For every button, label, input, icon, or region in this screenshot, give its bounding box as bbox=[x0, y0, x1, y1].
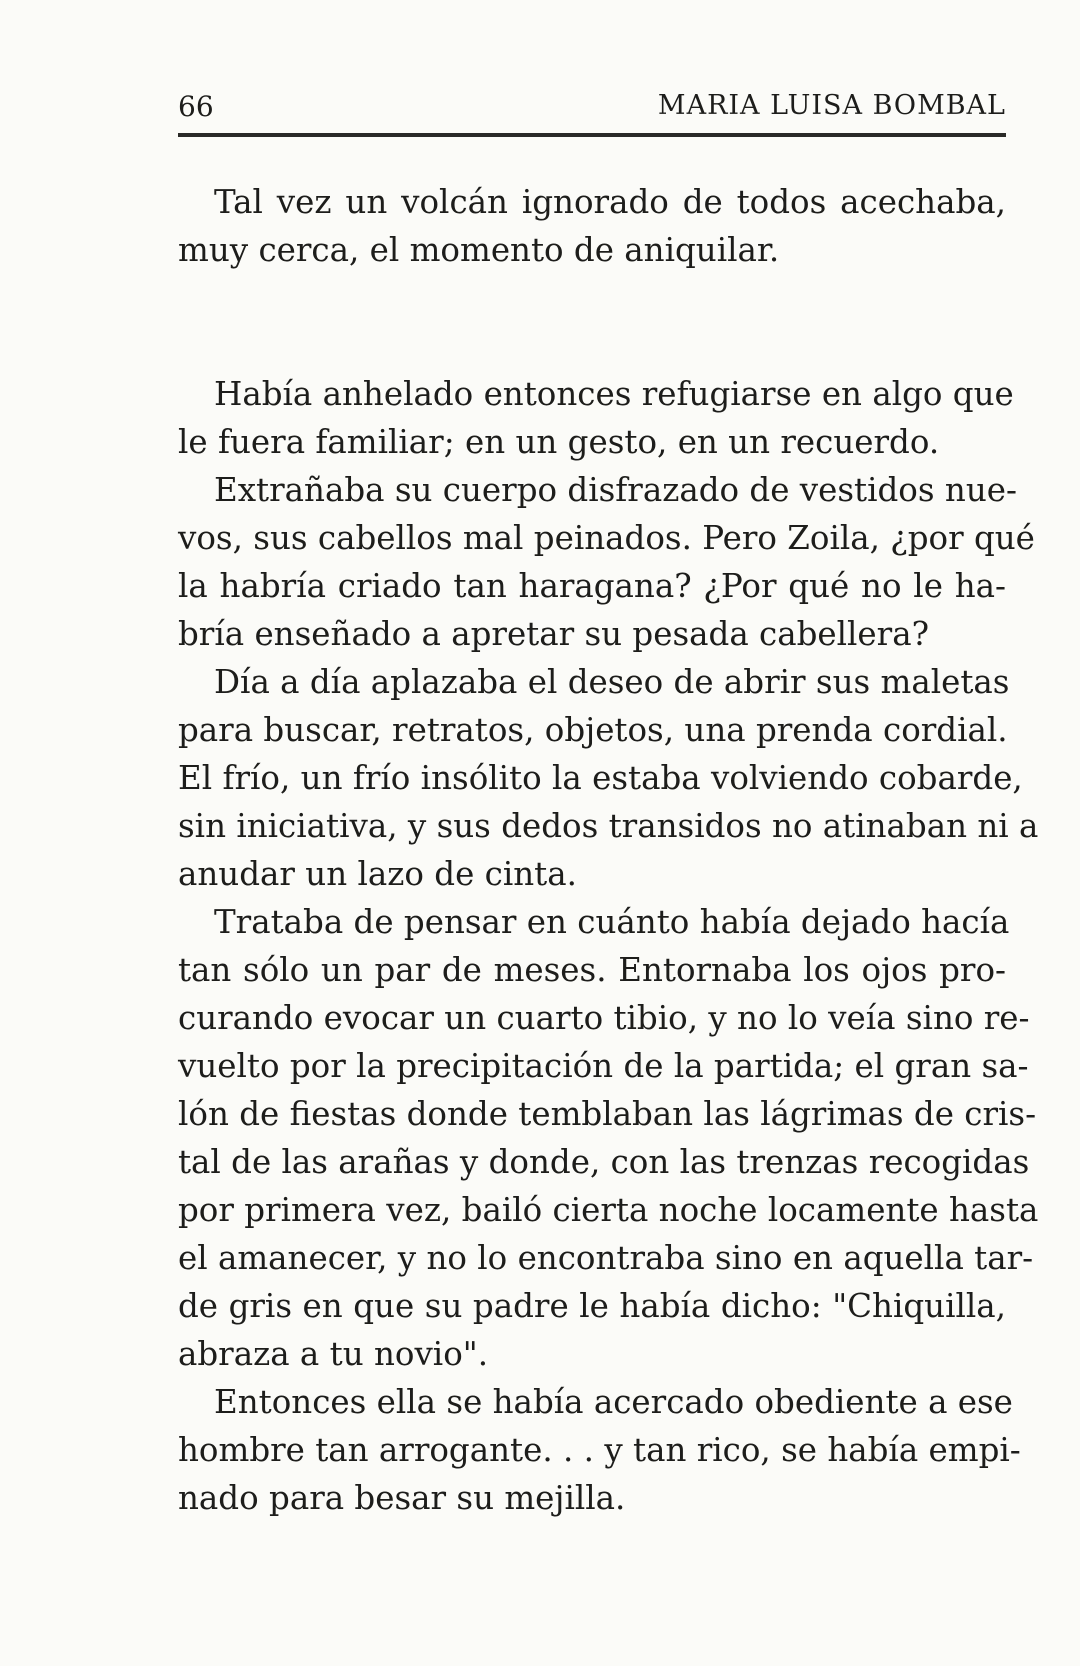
text-line: hombre tan arrogante. . . y tan rico, se había empi- bbox=[178, 1431, 1021, 1469]
text-line: abraza a tu novio". bbox=[178, 1335, 489, 1373]
text-line: nado para besar su mejilla. bbox=[178, 1479, 626, 1517]
text-line: de gris en que su padre le había dicho: "Chiquilla, bbox=[178, 1287, 1006, 1325]
text-line: Trataba de pensar en cuánto había dejado hacía bbox=[214, 903, 1010, 941]
section-break bbox=[178, 274, 1006, 370]
paragraph bbox=[178, 178, 1006, 274]
running-head bbox=[178, 90, 1006, 130]
text-line: bría enseñado a apretar su pesada cabellera? bbox=[178, 615, 930, 653]
text-line: le fuera familiar; en un gesto, en un recuerdo. bbox=[178, 423, 940, 461]
text-line: El frío, un frío insólito la estaba volviendo cobarde, bbox=[178, 759, 1023, 797]
text-line: la habría criado tan haragana? ¿Por qué no le ha- bbox=[178, 567, 1006, 605]
body-text bbox=[178, 178, 1039, 1522]
paragraph bbox=[178, 658, 1039, 898]
text-line: vuelto por la precipitación de la partida; el gran sa- bbox=[178, 1047, 1029, 1085]
text-line: Extrañaba su cuerpo disfrazado de vestidos nue- bbox=[214, 471, 1017, 509]
text-line: para buscar, retratos, objetos, una prenda cordial. bbox=[178, 711, 1008, 749]
paragraph bbox=[178, 898, 1039, 1378]
text-line: anudar un lazo de cinta. bbox=[178, 855, 577, 893]
text-line: sin iniciativa, y sus dedos transidos no atinaban ni a bbox=[178, 807, 1039, 845]
header-rule bbox=[178, 133, 1006, 137]
text-line: muy cerca, el momento de aniquilar. bbox=[178, 231, 780, 269]
text-line: curando evocar un cuarto tibio, y no lo veía sino re- bbox=[178, 999, 1030, 1037]
text-line: el amanecer, y no lo encontraba sino en aquella tar- bbox=[178, 1239, 1034, 1277]
text-line: Tal vez un volcán ignorado de todos acechaba, bbox=[214, 183, 1006, 221]
paragraph bbox=[178, 466, 1035, 658]
text-line: tal de las arañas y donde, con las trenzas recogidas bbox=[178, 1143, 1030, 1181]
text-line: por primera vez, bailó cierta noche locamente hasta bbox=[178, 1191, 1039, 1229]
text-line: Día a día aplazaba el deseo de abrir sus maletas bbox=[214, 663, 1010, 701]
running-title: MARIA LUISA BOMBAL bbox=[657, 90, 1006, 121]
text-line: Había anhelado entonces refugiarse en algo que bbox=[214, 375, 1014, 413]
page-number: 66 bbox=[178, 90, 214, 123]
paragraph bbox=[178, 370, 1014, 466]
text-line: Entonces ella se había acercado obediente a ese bbox=[214, 1383, 1013, 1421]
text-line: lón de fiestas donde temblaban las lágrimas de cris- bbox=[178, 1095, 1037, 1133]
text-line: tan sólo un par de meses. Entornaba los ojos pro- bbox=[178, 951, 1006, 989]
text-line: vos, sus cabellos mal peinados. Pero Zoila, ¿por qué bbox=[178, 519, 1035, 557]
paragraph bbox=[178, 1378, 1021, 1522]
